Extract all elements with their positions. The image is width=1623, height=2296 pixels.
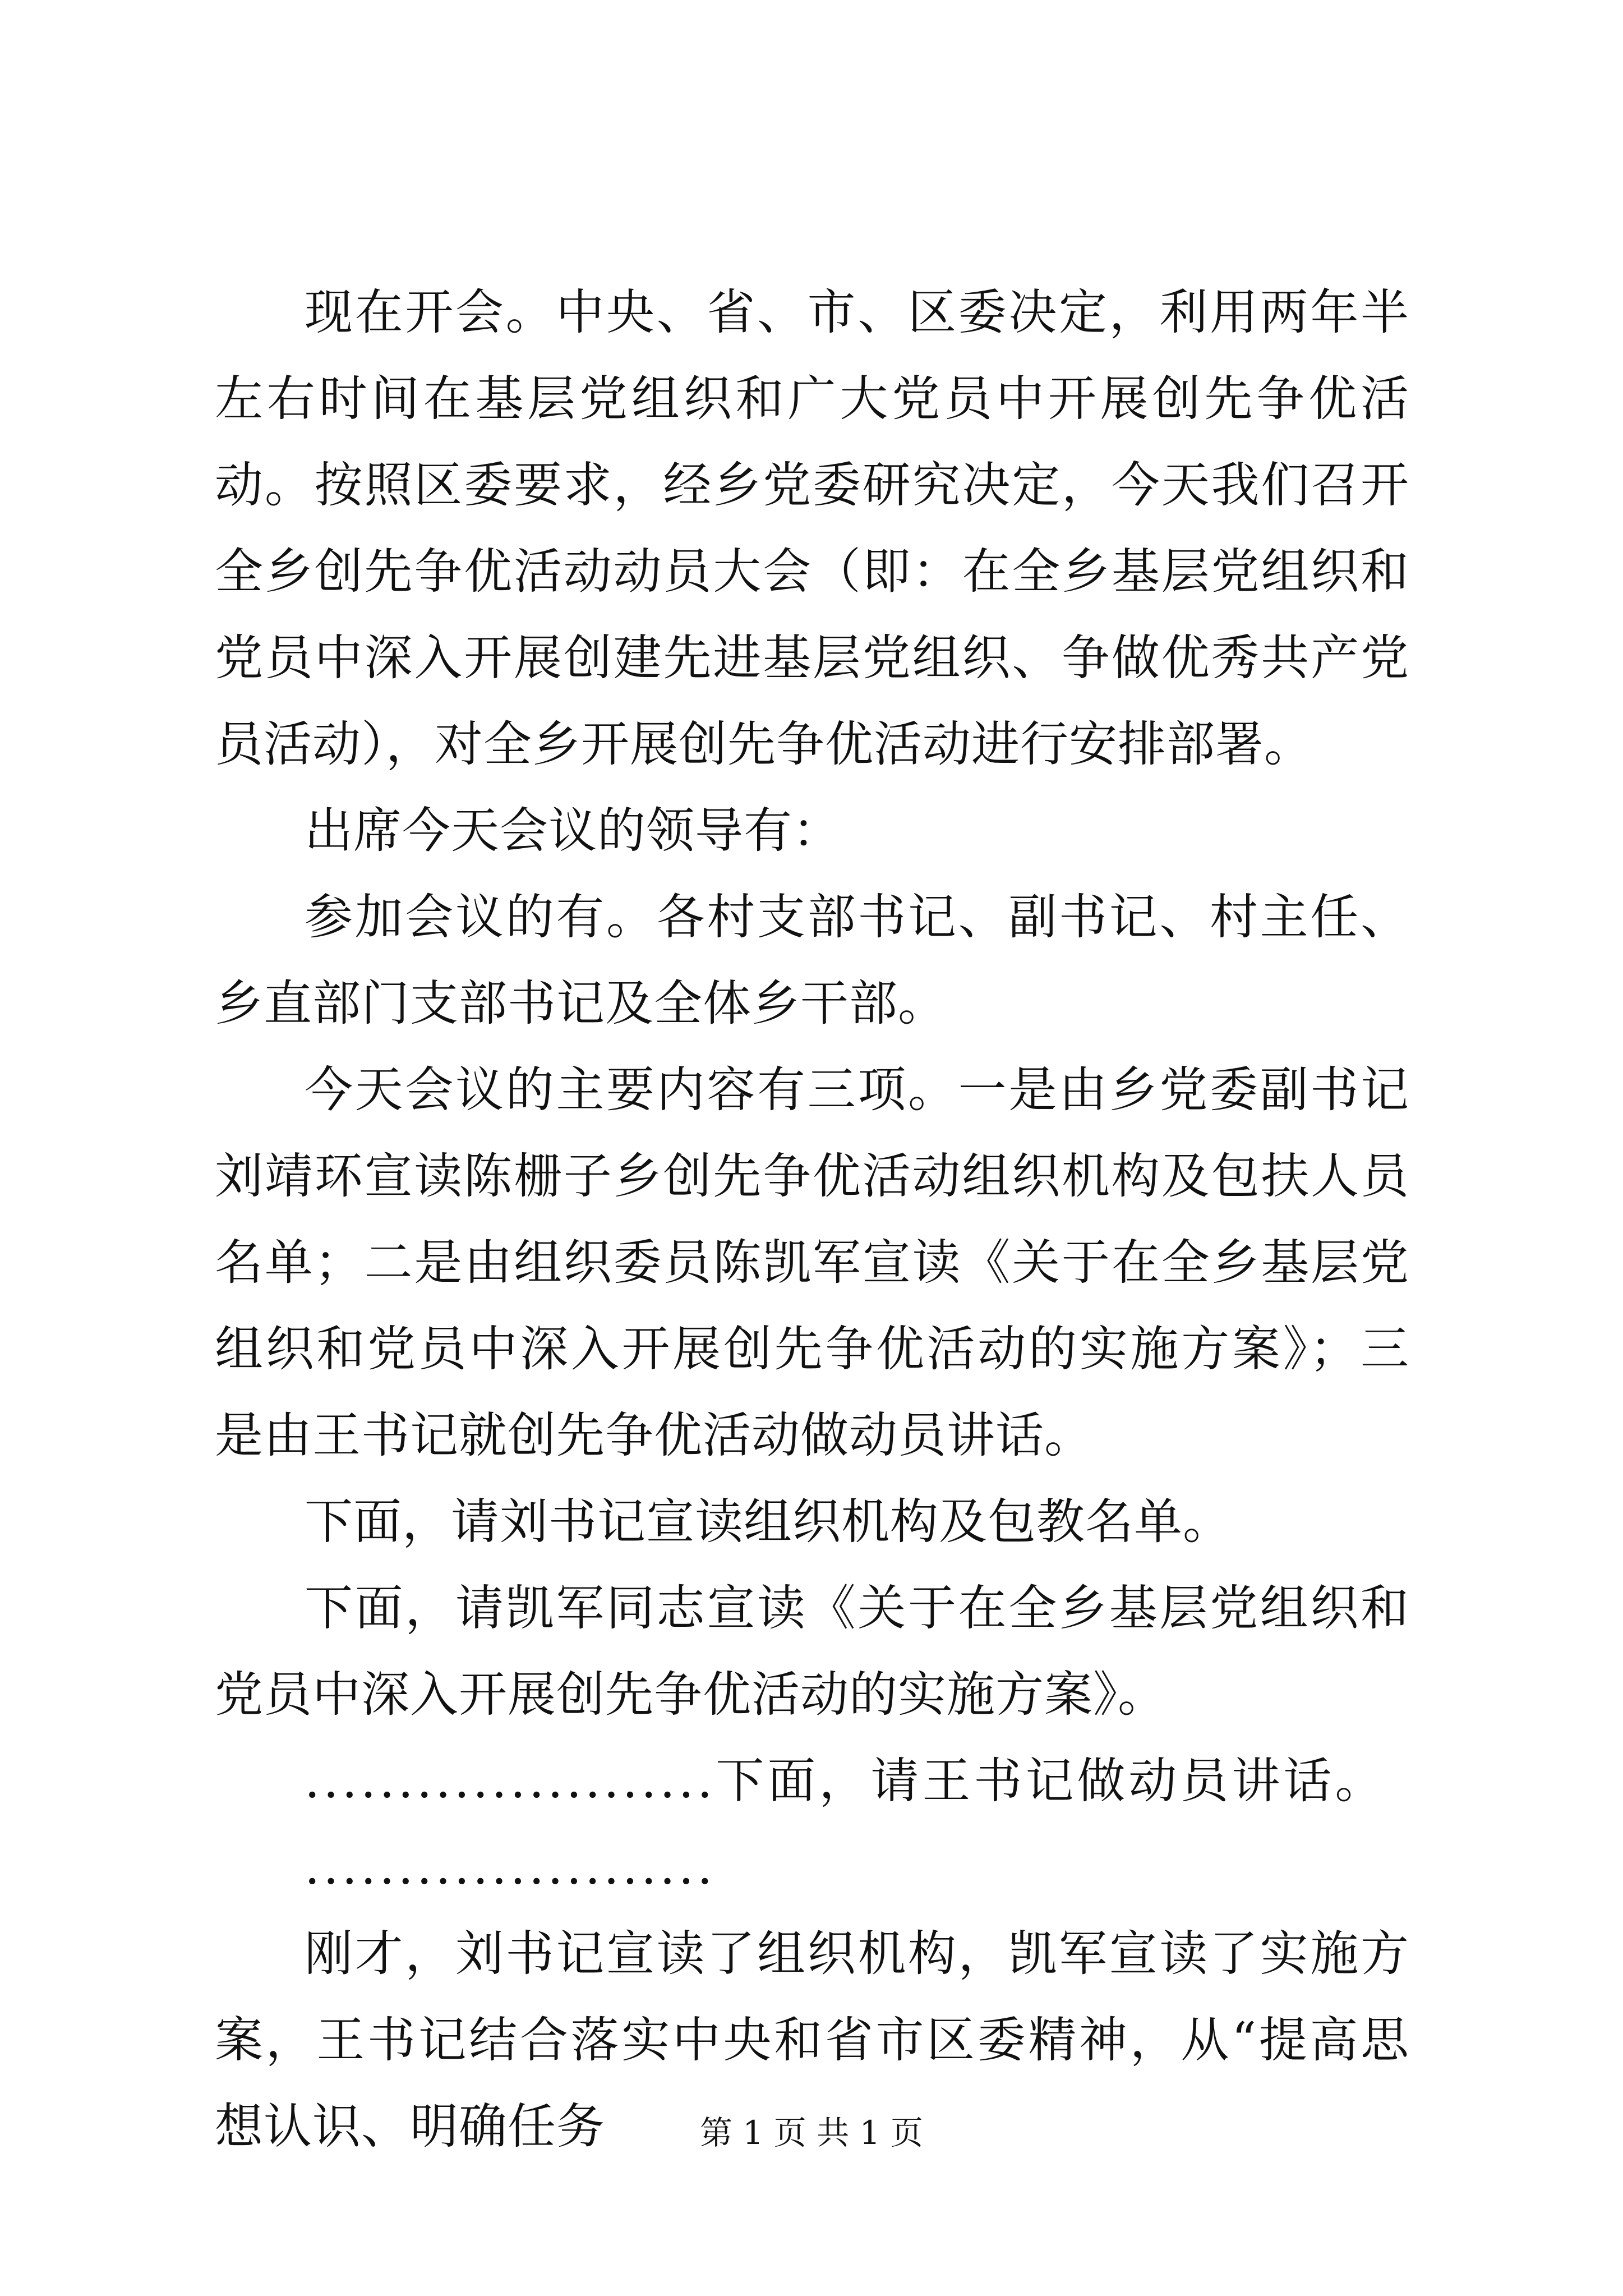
paragraph-liu-reading: 下面，请刘书记宣读组织机构及包教名单。 — [305, 1494, 1232, 1550]
paragraph-agenda: 今天会议的主要内容有三项。一是由乡党委副书记刘靖环宣读陈栅子乡创先争优活动组织机构及包扶人员名单；二是由组织委员陈凯军宣读《关于在全乡基层党组织和党员中深入开展创先争优活动的实施方案》；三是由王书记就创先争优活动做动员讲话。 — [215, 1062, 1409, 1464]
paragraph-ellipsis: ...................... — [305, 1839, 716, 1895]
paragraph-summary: 刚才，刘书记宣读了组织机构，凯军宣读了实施方案，王书记结合落实中央和省市区委精神，从“提高思想认识、明确任务 — [215, 1926, 1409, 2155]
document-body — [215, 269, 1409, 2170]
page-number-footer: 第 1 页 共 1 页 — [700, 2114, 923, 2152]
paragraph-kaijun-reading: 下面，请凯军同志宣读《关于在全乡基层党组织和党员中深入开展创先争优活动的实施方案》。 — [215, 1580, 1409, 1723]
paragraph-participants: 参加会议的有。各村支部书记、副书记、村主任、乡直部门支部书记及全体乡干部。 — [215, 889, 1409, 1032]
paragraph-wang-speech: ......................下面，请王书记做动员讲话。 — [305, 1753, 1387, 1809]
paragraph-attending-leaders: 出席今天会议的领导有： — [305, 803, 841, 859]
paragraph-meeting-opening: 现在开会。中央、省、市、区委决定，利用两年半左右时间在基层党组织和广大党员中开展创先争优活动。按照区委要求，经乡党委研究决定，今天我们召开全乡创先争优活动动员大会（即：在全乡基层党组织和党员中深入开展创建先进基层党组织、争做优秀共产党员活动），对全乡开展创先争优活动进行安排部署。 — [215, 284, 1409, 772]
